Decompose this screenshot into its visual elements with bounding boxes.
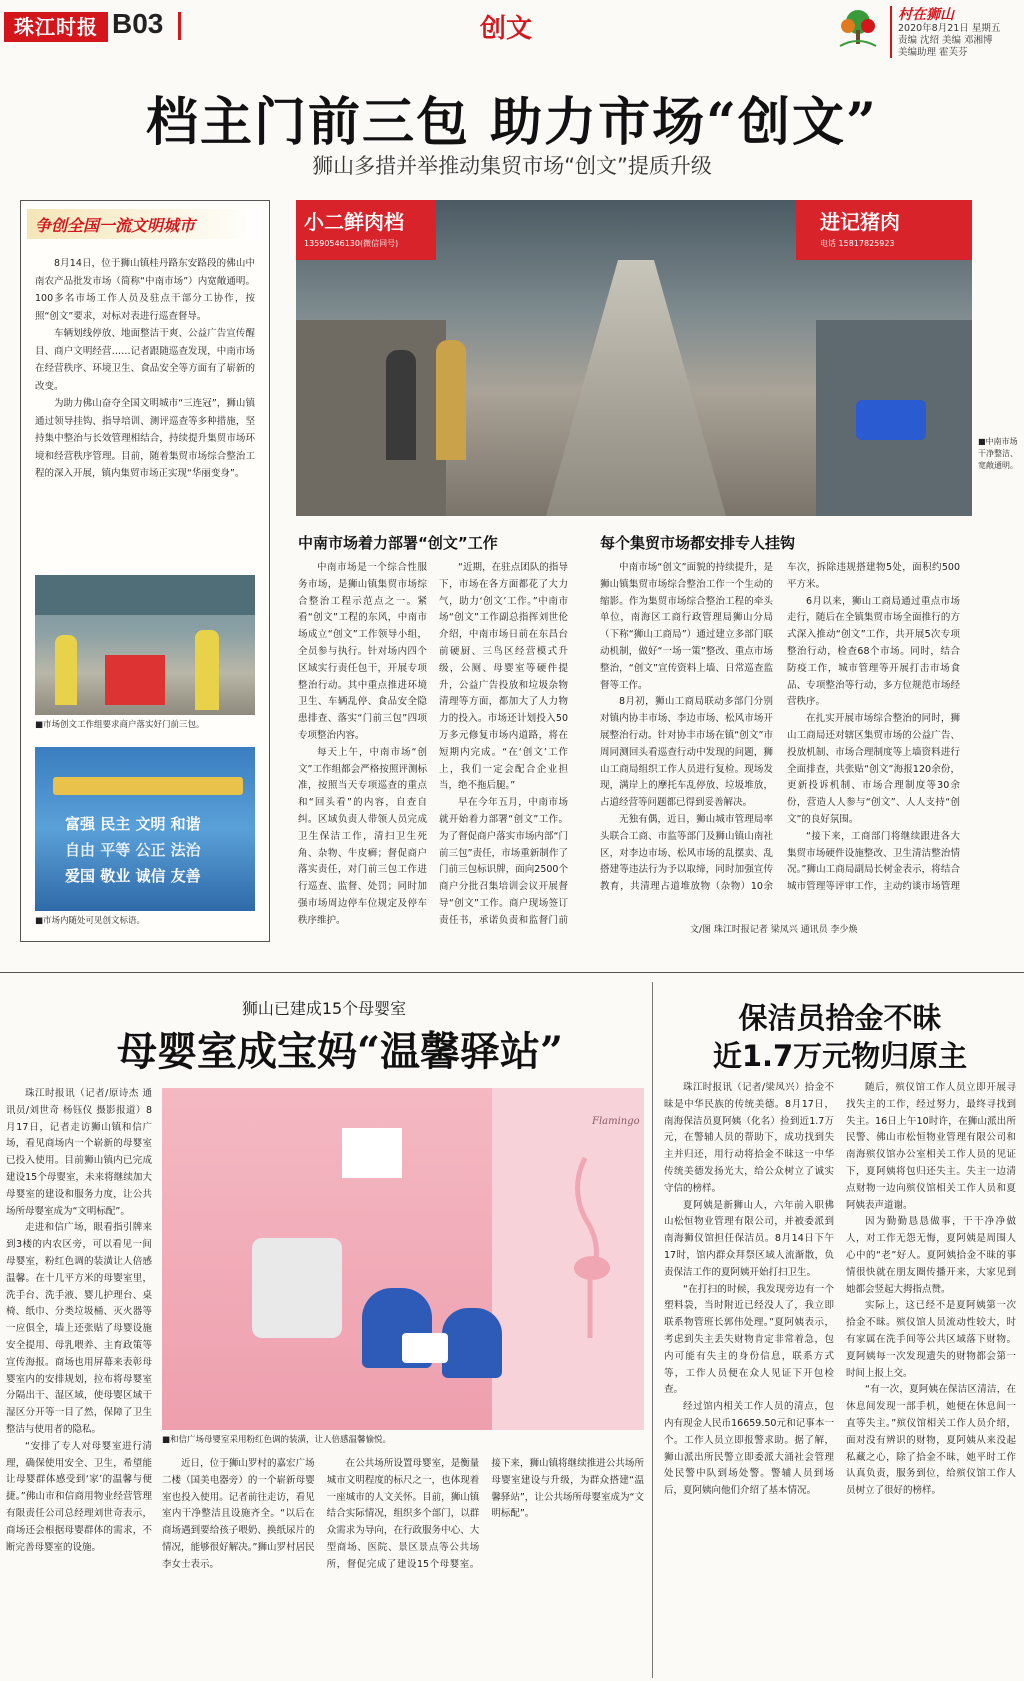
- intro-paragraph: 为助力佛山奋夺全国文明城市“三连冠”，狮山镇通过领导挂钩、指导培训、测评巡查等多种措施，坚持集中整治与长效管理相结合，持续提升集贸市场环境和经营秩序管理。目前，随着集贸市场综合整治工程的深入开展，镇内集贸市场正实现“华丽变身”。: [35, 398, 255, 479]
- blue-tub: [856, 400, 926, 440]
- masthead: [0, 0, 1024, 58]
- intro-paragraph: 车辆划线停放、地面整洁干爽、公益广告宣传醒目、商户文明经营……记者跟随巡查发现，中南市场在经营秩序、环境卫生、食品安全等方面有了崭新的改变。: [35, 328, 255, 392]
- article-paragraph: 无独有偶，近日，狮山城市管理局率头联合工商、市监等部门及狮山镇山南社区，对李边市场、松风市场的乱摆卖、乱搭建等违法行为予以取缔，同时加强宣传教育，共清理占道堆放物（杂物）10余车次，拆除违规搭建物5处，面积约500平方米。: [600, 562, 960, 893]
- article-paragraph: 在扎实开展市场综合整治的同时，狮山工商局还对辖区集贸市场的公益广告、投放机制、市场合理制度等上墙资料进行全面排查，共张贴“创文”海报120余份，更新投诉机制、市场合理制度等30余份，营造人人参与“创文”、人人支持“创文”的良好氛围。: [787, 713, 960, 825]
- intro-box: [20, 200, 270, 942]
- photo-caption: ■市场内随处可见创文标语。: [35, 916, 146, 926]
- article-paragraph: “近期，在驻点团队的指导下，市场在各方面都花了大力气，助力‘创文’工作。”中南市场“创文”工作副总指挥刘世伦介绍，中南市场日前在东昌台前硬厨、三鸟区经营模式升级，公厕、母婴室等硬件提升，公益广告投放和垃圾杂物清理等方面，都加大了人力物力的投入。市场还计划投入50万多元修复市场内道路，将在短期内完成。“在‘创文’工作上，我们一定会配合企业担当，绝不拖后腿。”: [439, 562, 568, 792]
- worker-figure: [195, 630, 219, 710]
- section-b-title: 每个集贸市场都安排专人挂钩: [600, 534, 796, 552]
- article-paragraph: 早在今年五月，中南市场就开始着力部署“创文”工作。为了督促商户落实市场内部“门前三包”责任，市场重新制作了门前三包标识牌，面向2500个商户分批召集培训会议开展督导“创文”工作。商户现场签订责任书，承诺负责和监督门前: [439, 797, 568, 926]
- inspection-photo: [35, 575, 255, 715]
- nursing-headline: 母婴室成宝妈“温馨驿站”: [116, 1028, 563, 1075]
- poster-line: 富强 民主 文明 和谐: [65, 815, 201, 833]
- article-paragraph: 因为勤勤恳恳做事，干干净净做人，对工作无怨无悔，夏阿姨是周围人心中的“老”好人。夏阿姨拾金不昧的事情很快就在朋友圈传播开来，大家见到她都会竖起大拇指点赞。: [846, 1216, 1016, 1295]
- market-aisle: [546, 260, 726, 516]
- section-a-text: [298, 560, 568, 940]
- side-table: [402, 1333, 448, 1363]
- section-title: 创文: [480, 14, 533, 44]
- changing-station: [252, 1238, 342, 1338]
- campaign-banner: [27, 209, 261, 239]
- intro-paragraph: 8月14日，位于狮山镇桂丹路东安路段的佛山中南农产品批发市场（简称“中南市场”）内宽敞通明。100多名市场工作人员及驻点干部分工协作，按照“创文”要求，对标对表进行巡查督导。: [35, 258, 255, 322]
- editor-line: 责编 沈绍 美编 邓湘博: [898, 35, 993, 46]
- article-paragraph: 夏阿姨是新狮山人，六年前入职佛山松恒物业管理有限公司，并被委派到南海狮仪馆担任保洁员。8月14日下午17时，馆内群众拜祭区域人流渐散，负责保洁工作的夏阿姨开始打扫卫生。: [664, 1199, 834, 1278]
- photo-caption: ■市场创文工作组要求商户落实好门前三包。: [35, 720, 205, 730]
- article-paragraph: 中南市场是一个综合性服务市场，是狮山镇集贸市场综合整治工程示范点之一。紧看“创文”工程的东风，中南市场成立“创文”工作领导小组，全员参与执行。针对场内四个区域实行责任包干，开展专项整治行动。其中重点推进环境卫生、车辆乱停、食品安全隐患排查、落实“门前三包”四项专项整治内容。: [298, 562, 427, 741]
- article-paragraph: “有一次，夏阿姨在保洁区清洁，在休息间发现一部手机，她便在休息间一直等失主。”殡仪馆相关工作人员介绍，面对没有辨识的财物，夏阿姨从来没起私藏之心，除了拾金不昧，她平时工作认真负责，服务到位，给殡仪馆工作人员树立了很好的榜样。: [846, 1384, 1016, 1497]
- section-a-title: 中南市场着力部署“创文”工作: [298, 534, 498, 552]
- article-paragraph: 每天上午，中南市场“创文”工作组都会严格按照评测标准，按照当天专项巡查的重点和“回头看”的内容，自查自纠。区域负责人带领人员完成卫生保洁工作，清扫卫生死角、杂物、牛皮癣；督促商户落实责任，对门前三包工作进行巡查、监督、处罚；同时加强市场周边停车位规定及停车秩序维护。: [298, 746, 427, 926]
- article-paragraph: 走进和信广场，眼看指引牌来到3楼的内农区旁，可以看见一间母婴室，粉红色调的装潢让人倍感温馨。在十几平方米的母婴室里，洗手台、洗手液、婴儿护理台、桌椅、纸巾、分类垃圾桶、灭火器等一应俱全，墙上还张贴了母婴设施安全提用、母乳喂养、主育政策等宣传海报。商场也用屏幕来表彰母婴室内的安排规划，拉布将母婴室分隔出干、湿区域，使母婴区域干湿区分开等一目了然，保障了卫生整洁与使用者的隐私。: [6, 1222, 152, 1435]
- lead-subheadline: 狮山多措并举推动集贸市场“创文”提质升级: [312, 154, 712, 178]
- meat-counter: [296, 320, 446, 516]
- article-paragraph: 中南市场“创文”面貌的持续提升，是狮山镇集贸市场综合整治工作一个生动的缩影。作为集贸市场综合整治工程的牵头单位，南海区工商行政管理局狮山分局（下称“狮山工商局”）通过建立多部门联动机制，做好“一场一策”整改、重点市场整治，“创文”宣传资料上墙、日常巡查监督等工作。: [600, 562, 773, 691]
- poster-title-bar: [53, 777, 243, 795]
- stall-phone-left: 13590546130(微信同号): [304, 239, 399, 248]
- campaign-banner-text: 争创全国一流文明城市: [35, 216, 196, 235]
- article-paragraph: “接下来，工商部门将继续跟进各大集贸市场硬件设施整改、卫生清洁整治情况。”狮山工商局副局长树金表示，将结合城市管理等评审工作，主动约谈市场管理: [787, 830, 960, 893]
- article-paragraph: 随后，殡仪馆工作人员立即开展寻找失主的工作，经过努力，最终寻找到失主。16日上午10时许，在狮山派出所民警、佛山市松恒物业管理有限公司和南海殡仪馆办公室相关工作人员的见证下，夏阿姨将包归还失主。失主一边清点财物一边向殡仪馆相关工作人员和夏阿姨表声道谢。: [846, 1082, 1016, 1211]
- nursing-bottom-text: [162, 1456, 644, 1676]
- market-photo: [296, 200, 972, 516]
- paper-logo: 珠江时报: [4, 12, 108, 42]
- article-paragraph: 在公共场所设置母婴室，是衡量城市文明程度的标尺之一，也体现着一座城市的人文关怀。目前，狮山镇结合实际情况，组织多个部门，以群众需求为导向，在行政服务中心、大型商场、医院、景区景点等公共场所，督促完成了建设15个母婴室。接下来，狮山镇将继续推进公共场所母婴室建设与升级，为群众搭建“温馨驿站”，让公共场所母婴室成为“文明标配”。: [326, 1458, 644, 1570]
- stall-phone-right: 电话 15817825923: [820, 239, 895, 248]
- stall-sign-right: [796, 200, 972, 260]
- divider: [178, 12, 181, 40]
- shishan-emblem-icon: [834, 6, 882, 52]
- page-number: B03: [112, 8, 164, 39]
- column-title: 村在狮山: [898, 7, 954, 23]
- nursing-left-text: [6, 1086, 152, 1676]
- section-divider: [0, 972, 1024, 973]
- article-paragraph: 8月初，狮山工商局联动多部门分别对镇内协丰市场、李边市场、松风市场开展整治行动。针对协丰市场在镇“创文”市周同测回头看巡查行动中发现的问题，狮山工商局组织工作人员进行复检。现场发现，满岸上的摩托车乱停放、垃圾堆放，占道经营等问题都已得到妥善解决。: [600, 696, 773, 809]
- article-paragraph: 实际上，这已经不是夏阿姨第一次拾金不昧。殡仪馆人员流动性较大，时有家属在洗手间等公共区域落下财物。夏阿姨每一次发现遗失的财物都会第一时间上报上交。: [846, 1300, 1016, 1379]
- stall-sign-left: [296, 200, 436, 260]
- shopper-figure: [386, 350, 416, 460]
- article-paragraph: “在打扫的时候，我发现旁边有一个塑料袋，当时附近已经没人了，我立即联系物管班长郭伟处理。”夏阿姨表示，考虑到失主丢失财物肯定非常着急，包内可能有失主的身份信息，联系方式等，工作人员便在众人见证下开包检查。: [664, 1283, 834, 1396]
- article-paragraph: 6月以来，狮山工商局通过重点市场走行，随后在全镇集贸市场全面推行的方式深入推动“创文”工作，共开展5次专项整治行动，检查68个市场。同时，结合防疫工作，城市管理等开展打击市场食品、专项整治等行动，多方位规范市场经营秩序。: [787, 595, 960, 708]
- stall-sign-left-text: 小二鲜肉档: [304, 210, 404, 234]
- main-photo-caption: ■中南市场干净整洁、宽敞通明。: [978, 437, 1018, 470]
- nursing-kicker: 狮山已建成15个母婴室: [241, 999, 407, 1018]
- article-paragraph: 近日，位于狮山罗村的嘉宏广场二楼（国美电器旁）的一个崭新母婴室也投入使用。记者前往走访，看见室内干净整洁且设施齐全。“以后在商场遇到要给孩子喂奶、换纸尿片的情况，能够很好解决。”狮山罗村居民李女士表示。: [162, 1458, 315, 1570]
- market-roof: [35, 575, 255, 615]
- cleaner-headline-1: 保洁员拾金不昧: [738, 1001, 942, 1035]
- slogan-poster-photo: [35, 747, 255, 911]
- wall-notice: [342, 1128, 402, 1178]
- article-paragraph: 经过馆内相关工作人员的清点，包内有现金人民币16659.50元和记事本一个。工作人员立即报警求助。据了解，狮山派出所民警立即委派大涌社会管理处民警中队到场处警。警辅人员到场后，夏阿姨向他们介绍了基本情况。: [664, 1401, 834, 1497]
- flamingo-icon: [550, 1148, 620, 1348]
- section-b-text: [600, 560, 960, 912]
- nursing-photo-caption: ■和信广场母婴室采用粉红色调的装潢，让人倍感温馨愉悦。: [162, 1435, 392, 1445]
- nursing-room-photo: [162, 1088, 644, 1430]
- shopper-figure: [436, 340, 466, 460]
- stall-sign-right-text: 进记猪肉: [820, 210, 900, 234]
- worker-figure: [55, 635, 77, 705]
- armchair: [442, 1308, 502, 1378]
- issue-date: 2020年8月21日 星期五: [898, 23, 1001, 34]
- article-paragraph: “安排了专人对母婴室进行清理，确保使用安全、卫生，希望能让母婴群体感受到‘家’的温馨与便捷。”佛山市和信商用物业经营管理有限责任公司总经理刘世奇表示，商场还会根据母婴群体的需求，不断完善母婴室的设施。: [6, 1440, 152, 1553]
- article-paragraph: 珠江时报讯（记者/原诗杰 通讯员/刘世奇 杨钰仪 摄影报道）8月17日，记者走访狮山镇和信广场，看见商场内一个崭新的母婴室已投入使用。目前狮山镇内已完成建设15个母婴室，未来将继续加大母婴室的建设和服务力度，让公共场所母婴室成为“文明标配”。: [6, 1088, 152, 1217]
- cleaner-headline-2: 近1.7万元物归原主: [712, 1039, 968, 1073]
- cleaner-text: [664, 1080, 1016, 1676]
- flamingo-sign: Flamingo: [592, 1116, 640, 1127]
- column-divider: [652, 982, 653, 1678]
- poster-line: 爱国 敬业 诚信 友善: [65, 867, 201, 885]
- lead-headline: 档主门前三包 助力市场“创文”: [146, 92, 878, 153]
- masthead-divider: [890, 6, 892, 58]
- red-barrier: [105, 655, 165, 705]
- poster-line: 自由 平等 公正 法治: [65, 841, 201, 859]
- assistant-line: 美编助理 霍芙芬: [898, 47, 968, 58]
- article-paragraph: 珠江时报讯（记者/梁凤兴）拾金不昧是中华民族的传统美德。8月17日，南海保洁员夏阿姨（化名）捡到近1.7万元，在警辅人员的帮助下，成功找到失主并归还，用行动将拾金不昧这一中华传统美德发扬光大，给公众树立了诚实守信的榜样。: [664, 1082, 834, 1194]
- byline: 文/图 珠江时报记者 梁凤兴 通讯员 李少焕: [690, 925, 858, 935]
- intro-text: [35, 255, 255, 483]
